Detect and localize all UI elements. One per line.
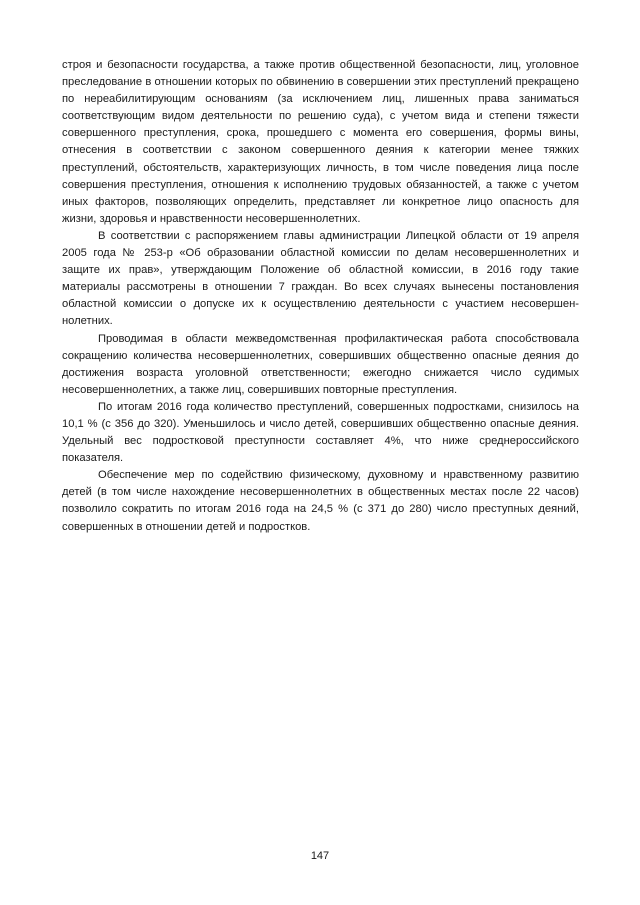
paragraph-development-measures: Обеспечение мер по содействию физическому, духовному и нравственному развитию детей (в том числе нахождение несовершеннолетних в общественных местах после 22 часов) позволило сократить по итогам 2016 года на 24,5 % (с 371 до 280) число преступных деяний, совершенных в отношении детей и подростков. (62, 469, 579, 533)
body-text (62, 57, 579, 536)
paragraph-continuation: строя и безопасности государства, а также против общественной безопасности, лиц, уголовное преследование в отношении которых по обвинению в совершении этих преступлений прекращено по нереабилитирующим основаниям (за исключением лиц, лишенных права заниматься соответствующим видом деятельности по решению суда), с учетом вида и степени тяжести совершенного преступления, срока, прошедшего с момента его совершения, формы вины, отнесения в соответствии с законом совершенного деяния к категории менее тяжких преступлений, обстоятельств, характеризующих личность, в том числе поведения лица после совершения преступления, отношения к исполнению трудовых обязанностей, а также с учетом иных факторов, позволяющих определить, представляет ли конкретное лицо опасность для жизни, здоровья и нравственности несовершеннолетних. (62, 59, 579, 225)
paragraph-commission-materials: В соответствии с распоряжением главы администрации Липецкой области от 19 апреля 2005 года № 253-р «Об образовании областной комиссии по делам несовершеннолетних и защите их прав», утверждающим Положение об областной комиссии, в 2016 году такие материалы рассмотрены в отношении 7 граждан. Во всех случаях вынесены постановления областной комиссии о допуске их к осуществлению деятельности с участием несовершеннолетних. (62, 229, 579, 328)
paragraph-crime-statistics: По итогам 2016 года количество преступлений, совершенных подростками, снизилось на 10,1 % (с 356 до 320). Уменьшилось и число детей, совершивших общественно опасные деяния. Удельный вес подростковой преступности составляет 4%, что ниже среднероссийского показателя. (62, 400, 579, 465)
page-number: 147 (310, 850, 330, 862)
paragraph-prevention-work: Проводимая в области межведомственная профилактическая работа способствовала сокращению количества несовершеннолетних, совершивших общественно опасные деяния до достижения возраста уголовной ответственности; ежегодно снижается число судимых несовершеннолетних, а также лиц, совершивших повторные преступления. (62, 332, 579, 396)
